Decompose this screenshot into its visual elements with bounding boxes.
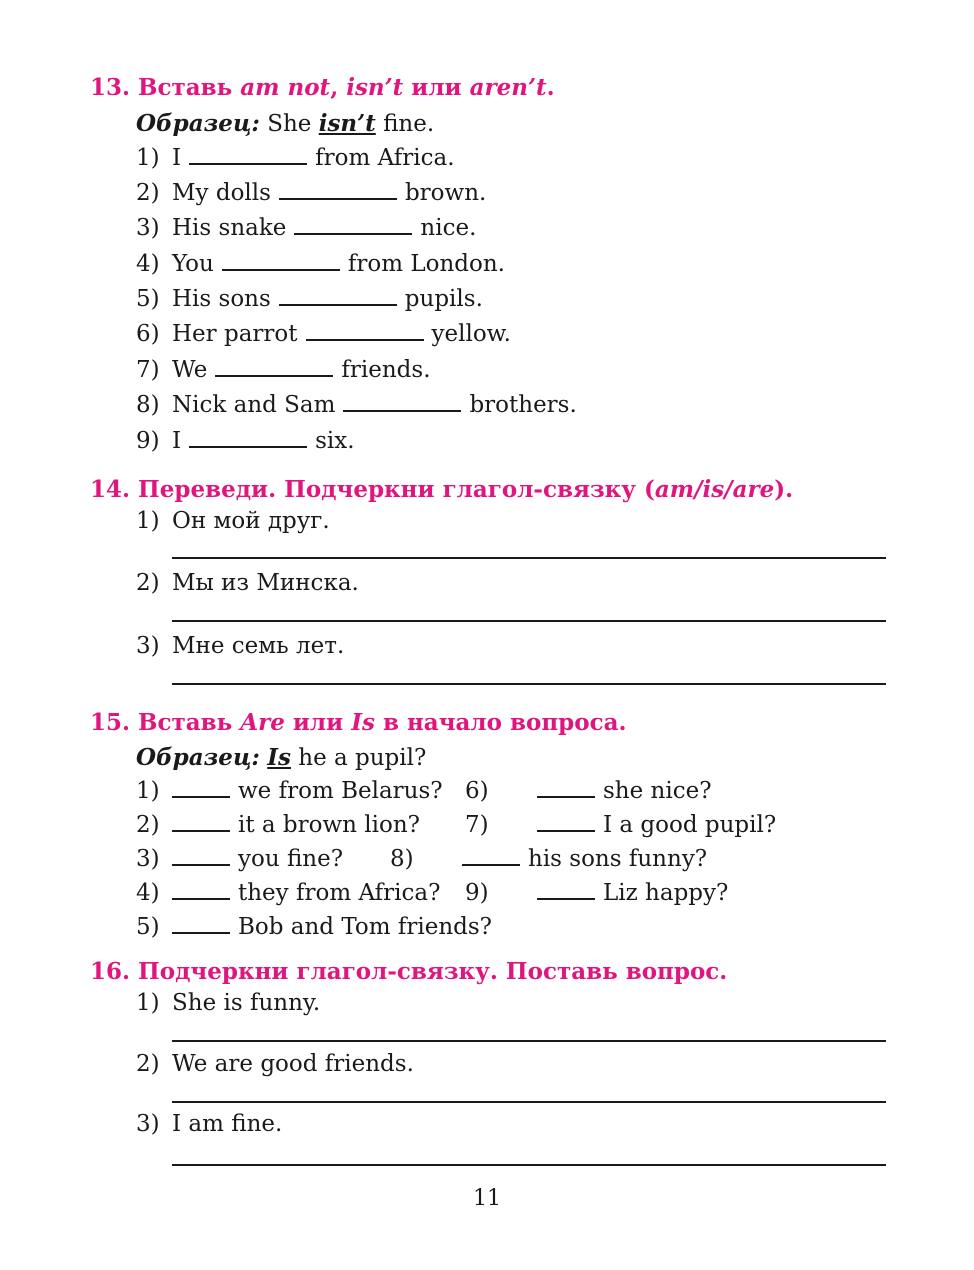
exercise-15-item-6: 6) she nice? xyxy=(465,778,712,804)
answer-line[interactable] xyxy=(172,557,886,559)
exercise-14-item-3: 3) Мне семь лет. xyxy=(136,633,345,659)
exercise-14-item-2: 2) Мы из Минска. xyxy=(136,570,359,596)
exercise-15-item-8: 8) his sons funny? xyxy=(390,846,708,872)
answer-line[interactable] xyxy=(172,1040,886,1042)
exercise-15-sample: Образец: Is he a pupil? xyxy=(136,744,427,771)
exercise-15-item-1: 1) we from Belarus? xyxy=(136,778,443,804)
exercise-13-item-3: 3) His snake nice. xyxy=(136,215,477,241)
answer-blank[interactable] xyxy=(172,931,230,934)
answer-blank[interactable] xyxy=(172,863,230,866)
answer-blank[interactable] xyxy=(306,338,424,341)
exercise-number: 14. xyxy=(90,476,131,503)
answer-line[interactable] xyxy=(172,683,886,685)
answer-blank[interactable] xyxy=(172,829,230,832)
exercise-15-item-5: 5) Bob and Tom friends? xyxy=(136,914,493,940)
exercise-13-item-1: 1) I from Africa. xyxy=(136,145,455,171)
answer-line[interactable] xyxy=(172,1101,886,1103)
exercise-13-item-8: 8) Nick and Sam brothers. xyxy=(136,392,577,418)
answer-blank[interactable] xyxy=(537,795,595,798)
exercise-13-item-5: 5) His sons pupils. xyxy=(136,286,483,312)
exercise-16-title: 16. Подчеркни глагол-связку. Поставь вопрос. xyxy=(90,958,728,985)
answer-blank[interactable] xyxy=(222,268,340,271)
answer-blank[interactable] xyxy=(294,232,412,235)
answer-blank[interactable] xyxy=(343,409,461,412)
answer-blank[interactable] xyxy=(279,303,397,306)
page-number: 11 xyxy=(473,1186,501,1211)
answer-blank[interactable] xyxy=(189,445,307,448)
exercise-13-item-9: 9) I six. xyxy=(136,428,355,454)
exercise-16-item-2: 2) We are good friends. xyxy=(136,1051,414,1077)
answer-blank[interactable] xyxy=(537,829,595,832)
exercise-13-item-4: 4) You from London. xyxy=(136,251,505,277)
answer-blank[interactable] xyxy=(189,162,307,165)
answer-blank[interactable] xyxy=(172,897,230,900)
exercise-15-title: 15. Вставь Are или Is в начало вопроса. xyxy=(90,709,627,736)
answer-blank[interactable] xyxy=(537,897,595,900)
answer-blank[interactable] xyxy=(215,374,333,377)
exercise-13-item-6: 6) Her parrot yellow. xyxy=(136,321,511,347)
answer-blank[interactable] xyxy=(172,795,230,798)
exercise-14-item-1: 1) Он мой друг. xyxy=(136,508,330,534)
answer-line[interactable] xyxy=(172,1164,886,1166)
exercise-number: 16. xyxy=(90,958,131,985)
exercise-number: 13. xyxy=(90,74,131,101)
answer-blank[interactable] xyxy=(279,197,397,200)
exercise-13-sample: Образец: She isn’t fine. xyxy=(136,110,435,137)
exercise-15-item-9: 9) Liz happy? xyxy=(465,880,729,906)
exercise-15-item-7: 7) I a good pupil? xyxy=(465,812,777,838)
exercise-16-item-3: 3) I am fine. xyxy=(136,1111,283,1137)
answer-blank[interactable] xyxy=(462,863,520,866)
exercise-16-item-1: 1) She is funny. xyxy=(136,990,321,1016)
answer-line[interactable] xyxy=(172,620,886,622)
exercise-15-item-3: 3) you fine? xyxy=(136,846,344,872)
exercise-15-item-2: 2) it a brown lion? xyxy=(136,812,421,838)
exercise-13-item-7: 7) We friends. xyxy=(136,357,431,383)
exercise-15-item-4: 4) they from Africa? xyxy=(136,880,441,906)
exercise-number: 15. xyxy=(90,709,131,736)
exercise-13-title: 13. Вставь am not, isn’t или aren’t. xyxy=(90,74,555,101)
exercise-13-item-2: 2) My dolls brown. xyxy=(136,180,487,206)
exercise-14-title: 14. Переведи. Подчеркни глагол-связку (am/is/are). xyxy=(90,476,794,503)
